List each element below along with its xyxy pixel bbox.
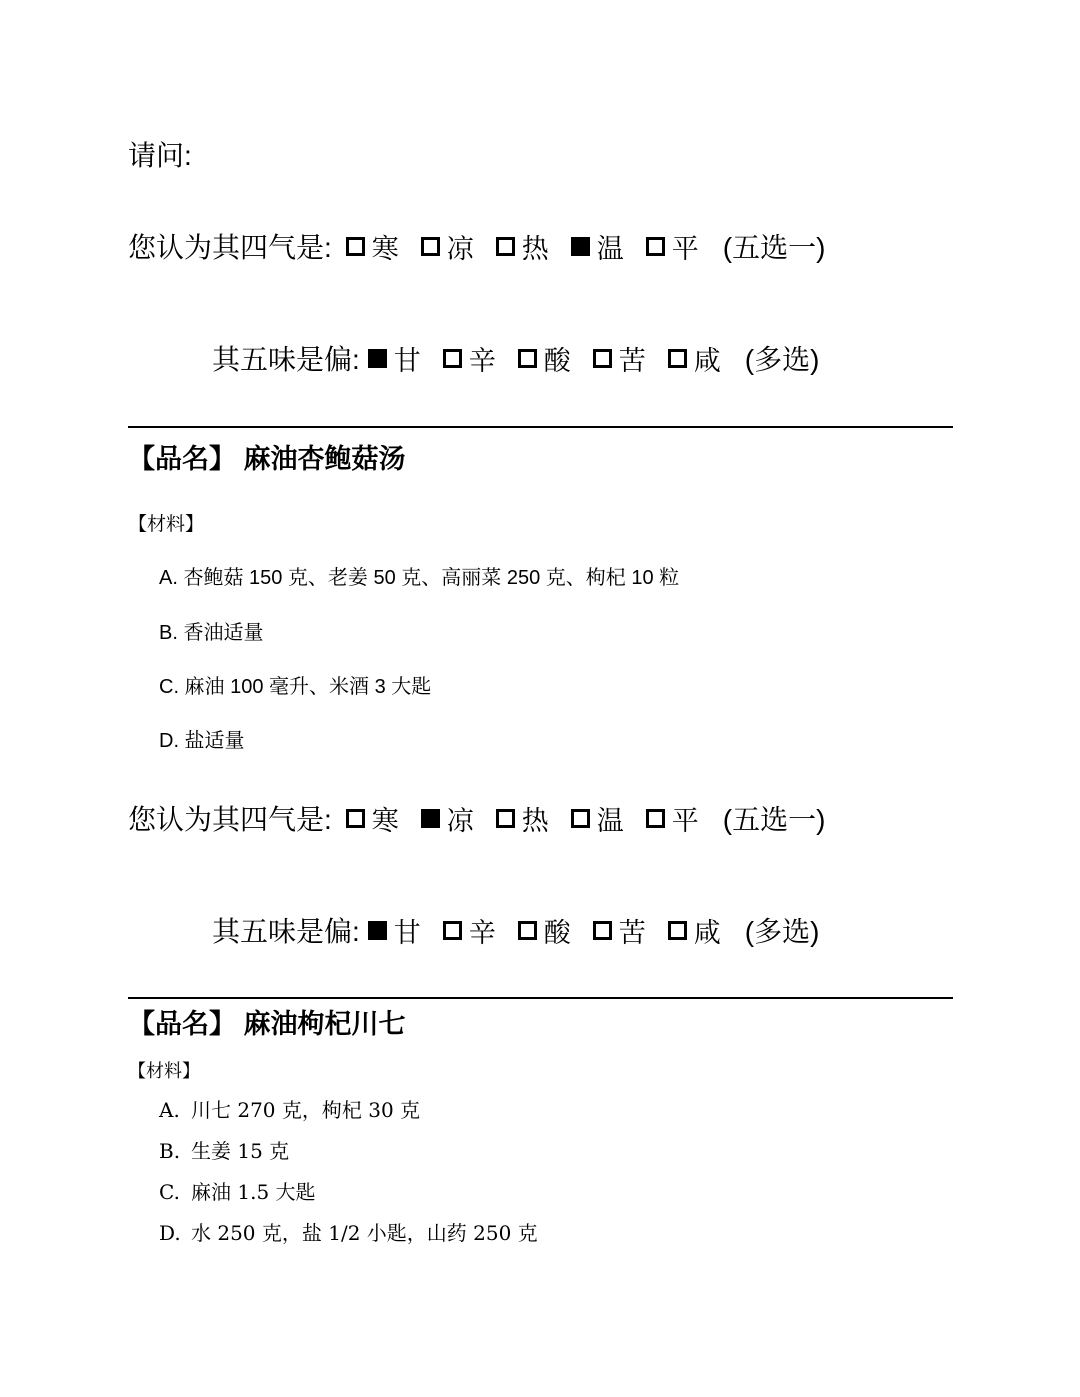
- checkbox-icon[interactable]: [443, 349, 462, 368]
- qi-option-hot[interactable]: 热: [496, 227, 549, 266]
- recipe-title: 【品名】 麻油枸杞川七: [128, 1009, 406, 1039]
- material-item: A. 杏鲍菇 150 克、老姜 50 克、高丽菜 250 克、枸杞 10 粒: [159, 567, 680, 589]
- checkbox-icon[interactable]: [646, 237, 665, 256]
- qi-option-warm[interactable]: 温: [571, 799, 624, 838]
- wei-option-pungent[interactable]: 辛: [443, 911, 496, 950]
- wei-option-bitter[interactable]: 苦: [593, 339, 646, 378]
- checkbox-icon[interactable]: [518, 921, 537, 940]
- qi-note: (五选一): [722, 804, 826, 835]
- materials-label: 【材料】: [128, 514, 205, 535]
- section-divider: [128, 426, 953, 428]
- wei-label: 其五味是偏:: [212, 916, 360, 947]
- checkbox-icon[interactable]: [346, 237, 365, 256]
- checkbox-icon[interactable]: [593, 921, 612, 940]
- qi-label: 您认为其四气是:: [128, 232, 332, 263]
- material-item: C. 麻油 100 毫升、米酒 3 大匙: [159, 676, 432, 698]
- material-item: A. 川七 270 克，枸杞 30 克: [159, 1098, 421, 1122]
- qi-option-hot[interactable]: 热: [496, 799, 549, 838]
- qi-note: (五选一): [722, 232, 826, 263]
- material-item: D. 盐适量: [159, 730, 245, 752]
- checkbox-checked-icon[interactable]: [368, 349, 387, 368]
- qi-option-cold[interactable]: 寒: [346, 227, 399, 266]
- qi-option-cool[interactable]: 凉: [421, 227, 474, 266]
- checkbox-icon[interactable]: [421, 237, 440, 256]
- qi-question-1: [128, 226, 825, 266]
- material-item: B. 生姜 15 克: [159, 1139, 290, 1163]
- checkbox-icon[interactable]: [496, 237, 515, 256]
- wei-question-2: [212, 910, 819, 950]
- wei-label: 其五味是偏:: [212, 344, 360, 375]
- material-item: B. 香油适量: [159, 622, 264, 644]
- qi-option-neutral[interactable]: 平: [646, 799, 699, 838]
- wei-option-salty[interactable]: 咸: [668, 339, 721, 378]
- wei-note: (多选): [744, 344, 820, 375]
- wei-option-bitter[interactable]: 苦: [593, 911, 646, 950]
- wei-option-sour[interactable]: 酸: [518, 339, 571, 378]
- qi-label: 您认为其四气是:: [128, 804, 332, 835]
- qi-option-cool[interactable]: 凉: [421, 799, 474, 838]
- wei-option-sweet[interactable]: 甘: [368, 339, 421, 378]
- checkbox-icon[interactable]: [346, 809, 365, 828]
- wei-option-sour[interactable]: 酸: [518, 911, 571, 950]
- checkbox-icon[interactable]: [571, 809, 590, 828]
- recipe-title: 【品名】 麻油杏鲍菇汤: [128, 444, 406, 474]
- material-item: D. 水 250 克，盐 1/2 小匙，山药 250 克: [159, 1221, 538, 1245]
- checkbox-icon[interactable]: [668, 921, 687, 940]
- intro-question: 请问:: [128, 140, 192, 171]
- checkbox-icon[interactable]: [646, 809, 665, 828]
- qi-question-2: [128, 798, 825, 838]
- wei-option-pungent[interactable]: 辛: [443, 339, 496, 378]
- checkbox-checked-icon[interactable]: [421, 809, 440, 828]
- checkbox-icon[interactable]: [668, 349, 687, 368]
- qi-option-warm[interactable]: 温: [571, 227, 624, 266]
- checkbox-checked-icon[interactable]: [571, 237, 590, 256]
- wei-option-sweet[interactable]: 甘: [368, 911, 421, 950]
- wei-question-1: [212, 338, 819, 378]
- checkbox-icon[interactable]: [496, 809, 515, 828]
- wei-option-salty[interactable]: 咸: [668, 911, 721, 950]
- checkbox-icon[interactable]: [518, 349, 537, 368]
- checkbox-checked-icon[interactable]: [368, 921, 387, 940]
- materials-label: 【材料】: [128, 1061, 200, 1081]
- qi-option-cold[interactable]: 寒: [346, 799, 399, 838]
- checkbox-icon[interactable]: [593, 349, 612, 368]
- qi-option-neutral[interactable]: 平: [646, 227, 699, 266]
- material-item: C. 麻油 1.5 大匙: [159, 1180, 316, 1204]
- section-divider: [128, 997, 953, 999]
- checkbox-icon[interactable]: [443, 921, 462, 940]
- wei-note: (多选): [744, 916, 820, 947]
